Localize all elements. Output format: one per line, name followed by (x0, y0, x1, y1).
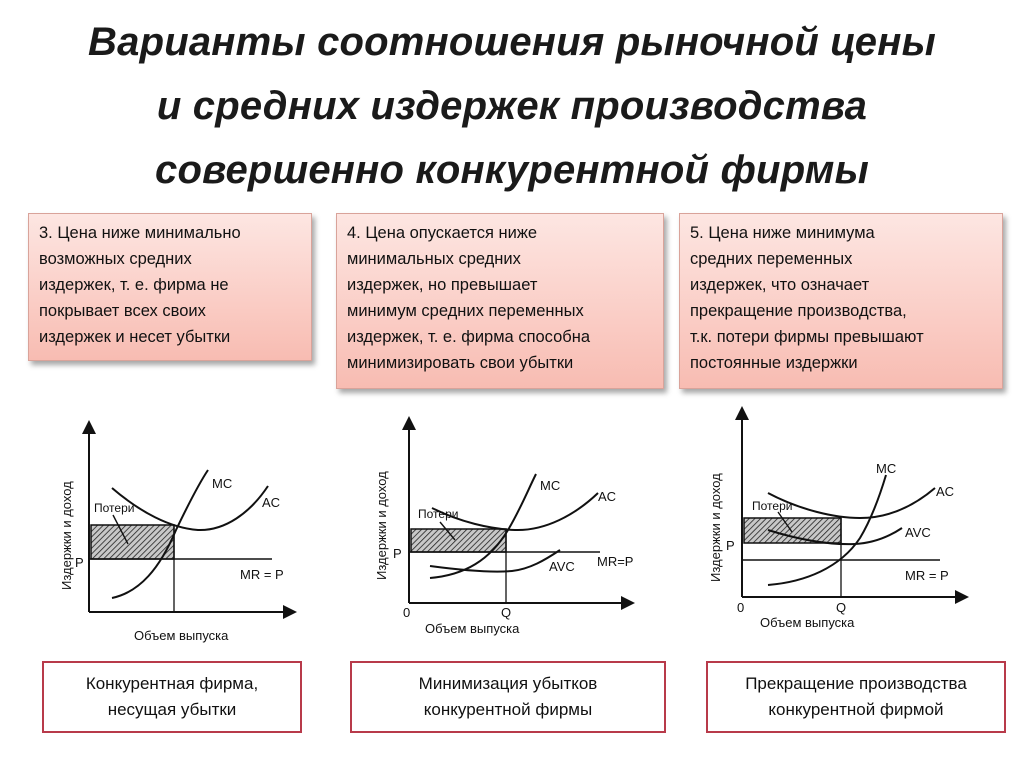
description-line: минимизировать свои убытки (347, 354, 574, 372)
ac-label: AC (262, 495, 281, 510)
description-line: минимум средних переменных (347, 302, 584, 320)
avc-label: AVC (549, 559, 575, 574)
description-line: возможных средних (39, 250, 192, 268)
description-line: постоянные издержки (690, 354, 858, 372)
ac-curve (768, 488, 935, 518)
caption-line: Прекращение производства (745, 674, 967, 693)
price-label: P (726, 538, 735, 553)
caption-line: Конкурентная фирма, (85, 674, 259, 693)
case-5-caption-box (706, 661, 1006, 733)
price-label: P (75, 555, 84, 570)
origin-label: 0 (403, 605, 411, 620)
caption-line: Минимизация убытков (418, 674, 598, 693)
caption-line: несущая убытки (107, 700, 237, 719)
x-axis-label: Объем выпуска (760, 615, 855, 630)
description-line: т.к. потери фирмы превышают (690, 328, 924, 346)
title-line: и средних издержек производства (156, 84, 868, 128)
graph-case-5-labels (708, 461, 954, 630)
mr-p-label: MR = P (905, 568, 949, 583)
x-axis-label: Объем выпуска (425, 621, 520, 636)
description-line: 3. Цена ниже минимально (39, 224, 241, 242)
description-line: издержек, но превышает (347, 276, 538, 294)
origin-label: 0 (737, 600, 745, 615)
price-label: P (393, 546, 402, 561)
case-4-caption-box (350, 661, 666, 733)
description-line: издержек, что означает (690, 276, 870, 294)
description-line: издержек и несет убытки (39, 328, 231, 346)
case-3-caption-box (42, 661, 302, 733)
ac-label: AC (936, 484, 955, 499)
y-axis-label: Издержки и доход (708, 473, 723, 582)
description-line: минимальных средних (347, 250, 521, 268)
mc-label: MC (876, 461, 897, 476)
loss-area (91, 525, 174, 559)
ac-label: AC (598, 489, 617, 504)
quantity-label: Q (501, 605, 512, 620)
title-line: совершенно конкурентной фирмы (155, 148, 869, 192)
caption-line: конкурентной фирмой (768, 700, 944, 719)
y-axis-label: Издержки и доход (374, 471, 389, 580)
y-axis-label: Издержки и доход (59, 481, 74, 590)
loss-label: Потери (752, 499, 793, 513)
loss-area (744, 518, 841, 543)
description-line: 4. Цена опускается ниже (347, 224, 538, 242)
graph-case-3 (89, 427, 290, 612)
avc-curve (430, 550, 560, 572)
loss-area (411, 529, 506, 552)
description-line: издержек, т. е. фирма не (39, 276, 229, 294)
loss-label: Потери (418, 507, 459, 521)
description-line: средних переменных (690, 250, 853, 268)
mc-label: MC (212, 476, 233, 491)
mc-label: MC (540, 478, 561, 493)
mr-p-label: MR = P (240, 567, 284, 582)
description-line: издержек, т. е. фирма способна (347, 328, 591, 346)
description-line: покрывает всех своих (39, 302, 206, 320)
description-line: прекращение производства, (690, 302, 907, 320)
title-line: Варианты соотношения рыночной цены (88, 20, 936, 64)
loss-label: Потери (94, 501, 135, 515)
ac-curve (112, 486, 268, 530)
caption-line: конкурентной фирмы (423, 700, 593, 719)
avc-label: AVC (905, 525, 931, 540)
quantity-label: Q (836, 600, 847, 615)
description-line: 5. Цена ниже минимума (690, 224, 875, 242)
x-axis-label: Объем выпуска (134, 628, 229, 643)
mr-p-label: MR=P (597, 554, 634, 569)
